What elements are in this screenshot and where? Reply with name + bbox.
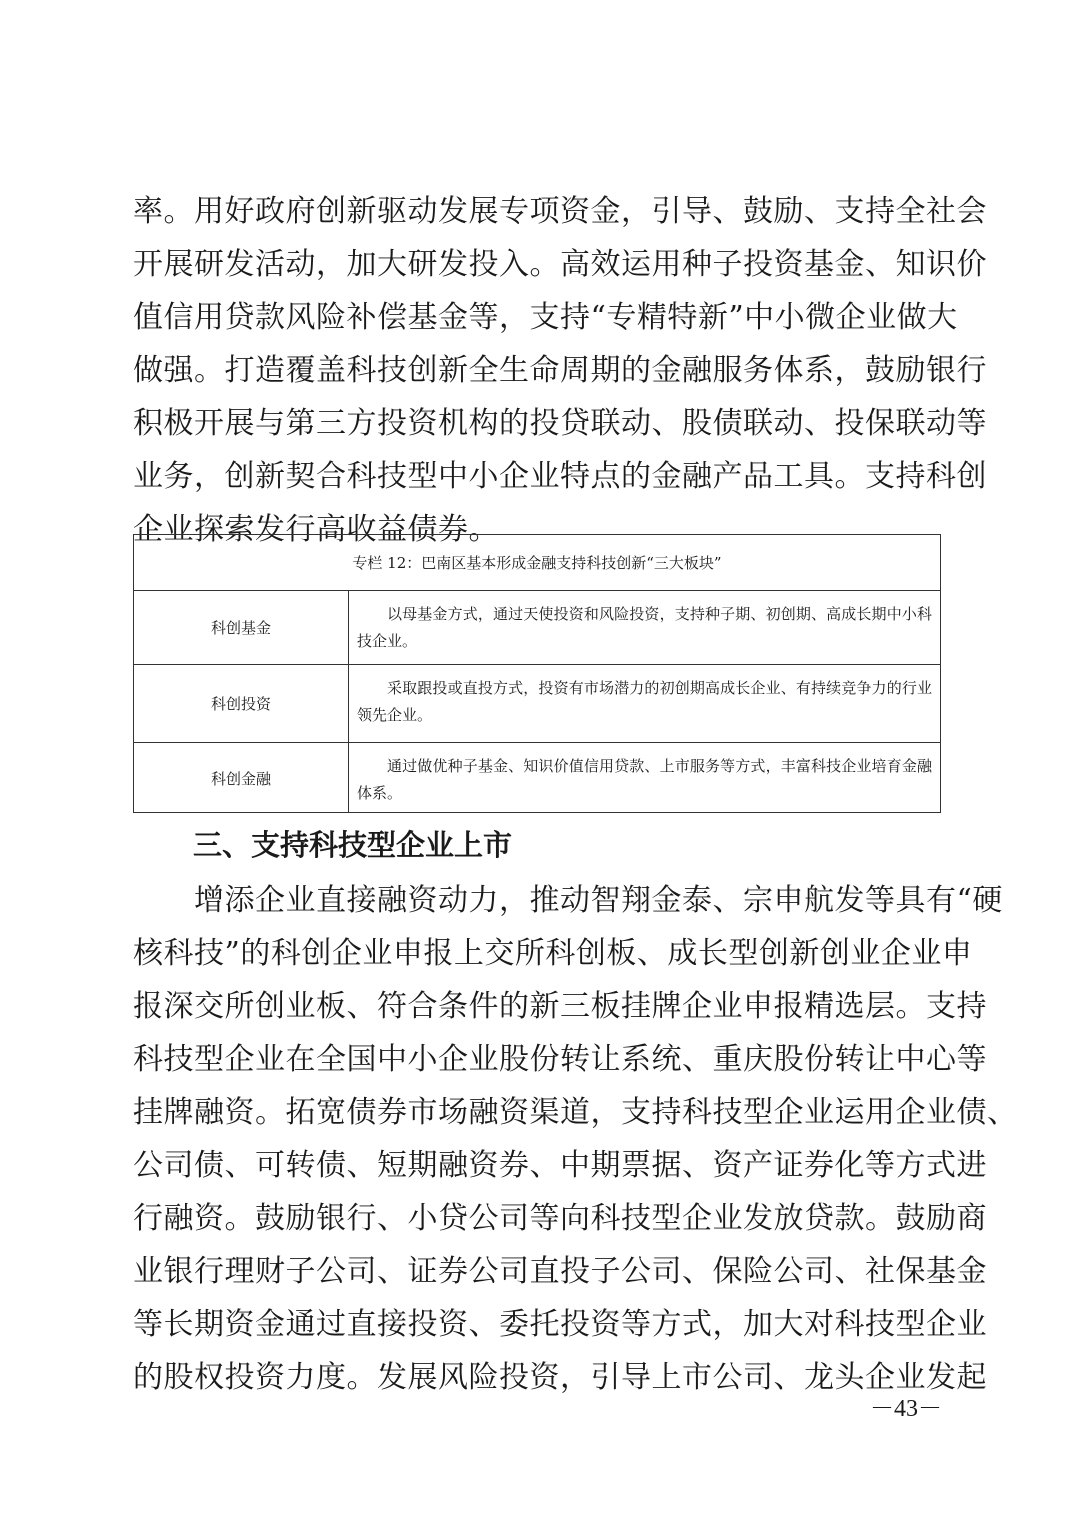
text-line: 积极开展与第三方投资机构的投贷联动、股债联动、投保联动等 [133,406,987,441]
table-row [134,665,940,743]
text-line: 做强。打造覆盖科技创新全生命周期的金融服务体系，鼓励银行 [133,353,987,388]
body-paragraph-top [133,185,987,556]
row-description: 以母基金方式，通过天使投资和风险投资，支持种子期、初创期、高成长期中小科技企业。 [357,605,932,650]
text-line: 率。用好政府创新驱动发展专项资金，引导、鼓励、支持全社会 [133,194,987,229]
text-line: 公司债、可转债、短期融资券、中期票据、资产证券化等方式进 [133,1148,987,1183]
text-line: 业务，创新契合科技型中小企业特点的金融产品工具。支持科创 [133,459,987,494]
row-label: 科创投资 [134,665,349,742]
row-description: 通过做优种子基金、知识价值信用贷款、上市服务等方式，丰富科技企业培育金融体系。 [357,757,932,802]
table-row [134,591,940,665]
text-line: 增添企业直接融资动力，推动智翔金泰、宗申航发等具有“硬 [133,883,1003,918]
text-line: 科技型企业在全国中小企业股份转让系统、重庆股份转让中心等 [133,1042,987,1077]
body-paragraph-bottom [133,874,1018,1404]
text-line: 等长期资金通过直接投资、委托投资等方式，加大对科技型企业 [133,1307,987,1342]
row-label: 科创基金 [134,591,349,664]
text-line: 值信用贷款风险补偿基金等，支持“专精特新”中小微企业做大 [133,300,958,335]
column-box-title: 专栏 12：巴南区基本形成金融支持科技创新“三大板块” [134,535,940,591]
text-line: 的股权投资力度。发展风险投资，引导上市公司、龙头企业发起 [133,1360,987,1395]
text-line: 报深交所创业板、符合条件的新三板挂牌企业申报精选层。支持 [133,989,987,1024]
row-label: 科创金融 [134,743,349,813]
page-number: －43－ [870,1396,942,1422]
table-row [134,743,940,813]
text-line: 企业探索发行高收益债券。 [133,512,499,547]
text-line: 核科技”的科创企业申报上交所科创板、成长型创新创业企业申 [133,936,973,971]
text-line: 挂牌融资。拓宽债券市场融资渠道，支持科技型企业运用企业债、 [133,1095,1018,1130]
text-line: 行融资。鼓励银行、小贷公司等向科技型企业发放贷款。鼓励商 [133,1201,987,1236]
text-line: 开展研发活动，加大研发投入。高效运用种子投资基金、知识价 [133,247,987,282]
column-box-table [133,534,941,813]
section-heading: 三、支持科技型企业上市 [193,828,513,862]
row-description: 采取跟投或直投方式，投资有市场潜力的初创期高成长企业、有持续竞争力的行业领先企业。 [357,679,932,724]
text-line: 业银行理财子公司、证券公司直投子公司、保险公司、社保基金 [133,1254,987,1289]
